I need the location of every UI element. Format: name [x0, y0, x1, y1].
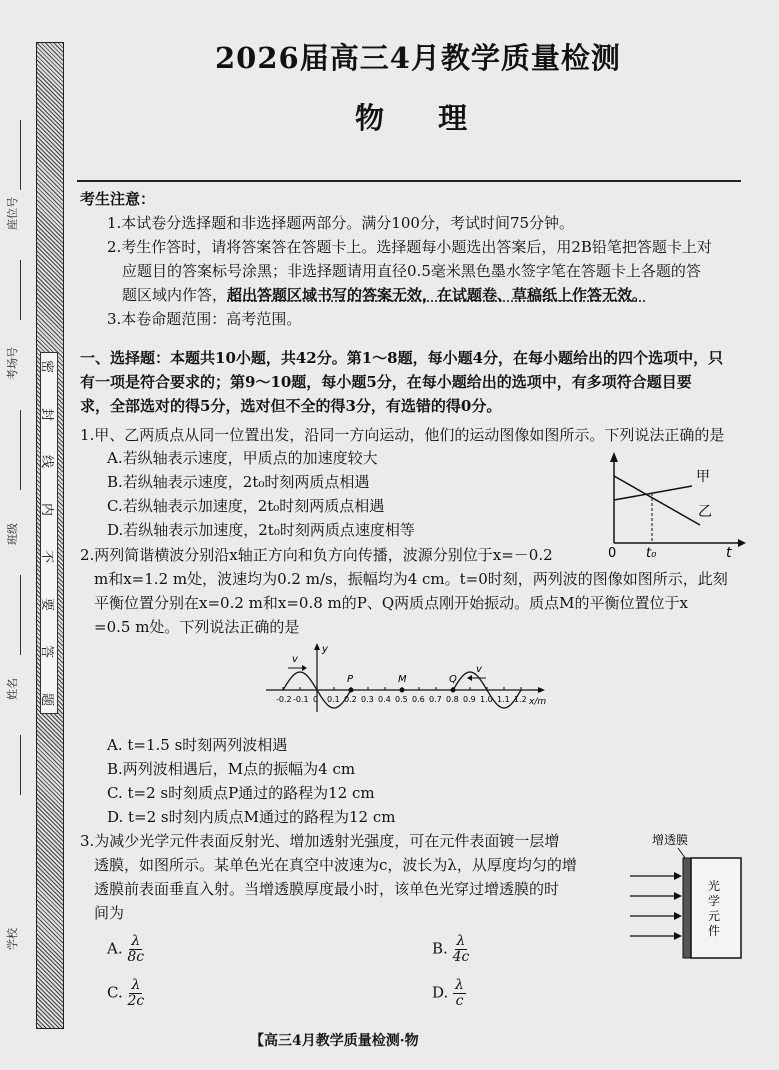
y-axis-label: y: [322, 644, 328, 655]
seal-char: 题: [39, 692, 55, 706]
q2-wave-graph: [258, 642, 558, 717]
label-t: t: [726, 545, 732, 561]
class-label: 班级: [6, 523, 19, 545]
seal-char: 答: [39, 645, 55, 659]
option-label: B.: [432, 939, 448, 958]
section-instructions: 求，全部选对的得5分，选对但不全的得3分，有选错的得0分。: [80, 397, 502, 415]
q1-option-a: A.若纵轴表示速度，甲质点的加速度较大: [107, 449, 378, 467]
seal-char: 封: [39, 407, 55, 421]
denominator: 4c: [452, 949, 470, 965]
x-tick-label: 0.6: [412, 695, 425, 704]
q3-option-b: [432, 934, 469, 965]
x-unit-label: x/m: [529, 697, 547, 707]
seal-char: 线: [39, 455, 55, 469]
x-tick-label: 1.1: [497, 695, 510, 704]
point-M: [400, 688, 405, 693]
numerator: λ: [456, 933, 466, 949]
q1-option-c: C.若纵轴表示加速度，2t₀时刻两质点相遇: [107, 497, 385, 515]
field-line: [20, 575, 21, 655]
q2-option-c: C. t=2 s时刻质点P通过的路程为12 cm: [107, 784, 375, 802]
x-tick-label: -0.1: [293, 695, 309, 704]
q1-option-d: D.若纵轴表示加速度，2t₀时刻两质点速度相等: [107, 521, 415, 539]
school-label: 学校: [6, 928, 19, 950]
q3-option-c: [107, 978, 144, 1009]
x-tick-label: -0.2: [276, 695, 292, 704]
fraction: [128, 978, 145, 1009]
label-origin: 0: [608, 546, 617, 561]
option-label: C.: [107, 983, 123, 1002]
label-P: P: [347, 674, 354, 685]
question-3-line: 3.为减少光学元件表面反射光、增加透射光强度，可在元件表面镀一层增: [80, 832, 560, 850]
seal-char: 要: [39, 597, 55, 611]
section-instructions: 有一项是符合要求的；第9～10题，每小题5分，在每小题给出的选项中，有多项符合题目要: [80, 373, 692, 391]
notice-item: 1.本试卷分选择题和非选择题两部分。满分100分，考试时间75分钟。: [107, 214, 575, 232]
label-Q: Q: [449, 674, 457, 685]
notice-item: 2.考生作答时，请将答案答在答题卡上。选择题每小题选出答案后，用2B铅笔把答题卡上对: [107, 238, 712, 256]
element-char: 光: [708, 879, 721, 893]
v-right-label: v: [476, 664, 482, 675]
question-2-line: 平衡位置分别在x=0.2 m和x=0.8 m的P、Q两质点刚开始振动。质点M的平衡位置位于x: [94, 594, 688, 612]
question-1-stem: 1.甲、乙两质点从同一位置出发，沿同一方向运动，他们的运动图像如图所示。下列说法正确的是: [80, 426, 725, 444]
notice-emphasis: 超出答题区域书写的答案无效，在试题卷、草稿纸上作答无效。: [227, 286, 648, 304]
label-M: M: [398, 674, 407, 685]
notice-text: 题区域内作答，: [122, 286, 228, 304]
q1-motion-graph: [598, 448, 748, 563]
divider: [77, 180, 741, 182]
label-jia: 甲: [696, 469, 710, 485]
exam-title: 2026届高三4月教学质量检测: [215, 41, 621, 75]
seal-char: 内: [39, 502, 55, 516]
page-footer: 【高三4月教学质量检测·物: [250, 1033, 419, 1049]
q2-option-b: B.两列波相遇后，M点的振幅为4 cm: [107, 760, 356, 778]
x-tick-label: 0.2: [344, 695, 357, 704]
fraction: [453, 978, 466, 1009]
line-jia: [614, 476, 700, 525]
question-2-line: m和x=1.2 m处，波速均为0.2 m/s，振幅均为4 cm。t=0时刻，两列波的图像如图所示，此刻: [94, 570, 728, 588]
label-yi: 乙: [698, 504, 712, 520]
v-left-label: v: [292, 654, 298, 665]
q3-option-d: [432, 978, 466, 1009]
option-label: A.: [107, 939, 123, 958]
notice-item: 应题目的答案标号涂黑；非选择题请用直径0.5毫米黑色墨水签字笔在答题卡上各题的答: [122, 262, 701, 280]
seal-char: 密: [39, 359, 55, 374]
x-tick-label: 0.5: [395, 695, 408, 704]
x-tick-label: 0.7: [429, 695, 442, 704]
q1-option-b: B.若纵轴表示速度，2t₀时刻两质点相遇: [107, 473, 370, 491]
x-tick-label: 0.3: [361, 695, 374, 704]
element-char: 学: [708, 894, 721, 908]
x-tick-label: 1.0: [480, 695, 493, 704]
question-3-line: 透膜前表面垂直入射。当增透膜厚度最小时，该单色光穿过增透膜的时: [94, 880, 560, 898]
subject-title: 物 理: [355, 101, 490, 135]
question-2-line: =0.5 m处。下列说法正确的是: [94, 618, 300, 636]
x-tick-label: 1.2: [514, 695, 527, 704]
q2-option-d: D. t=2 s时刻内质点M通过的路程为12 cm: [107, 808, 396, 826]
denominator: 2c: [127, 993, 145, 1009]
section-instructions: 一、选择题：本题共10小题，共42分。第1～8题，每小题4分，在每小题给出的四个选项中，只: [80, 349, 724, 367]
seal-char: 不: [39, 550, 55, 564]
q3-film-diagram: [628, 828, 748, 968]
q2-option-a: A. t=1.5 s时刻两列波相遇: [107, 736, 288, 754]
seal-box: [40, 352, 58, 714]
x-tick-label: 0.1: [327, 695, 340, 704]
label-t0: t₀: [646, 546, 657, 561]
x-tick-label: 0.4: [378, 695, 391, 704]
numerator: λ: [131, 977, 141, 993]
x-tick-label: 0.9: [463, 695, 476, 704]
element-char: 件: [708, 924, 721, 938]
notice-item: [122, 283, 647, 307]
option-label: D.: [432, 983, 449, 1002]
question-3-line: 透膜，如图所示。某单色光在真空中波速为c，波长为λ，从厚度均匀的增: [94, 856, 577, 874]
name-label: 姓名: [6, 678, 19, 700]
q3-option-a: [107, 934, 144, 965]
seat-label: 座位号: [6, 197, 19, 230]
element-char: 元: [708, 909, 721, 923]
x-tick-label: 0: [313, 695, 319, 704]
film-label: 增透膜: [652, 833, 689, 847]
field-line: [20, 735, 21, 795]
question-2-line: 2.两列简谐横波分别沿x轴正方向和负方向传播，波源分别位于x=－0.2: [80, 546, 553, 564]
field-line: [20, 410, 21, 490]
fraction: [127, 934, 144, 965]
notice-item: 3.本卷命题范围：高考范围。: [107, 310, 302, 328]
denominator: 8c: [127, 949, 145, 965]
room-label: 考场号: [6, 347, 19, 380]
field-line: [20, 260, 21, 320]
field-line: [20, 120, 21, 190]
numerator: λ: [455, 977, 464, 993]
notice-heading: 考生注意：: [80, 190, 156, 208]
fraction: [453, 934, 470, 965]
x-tick-label: 0.8: [446, 695, 459, 704]
denominator: c: [455, 993, 464, 1009]
numerator: λ: [131, 933, 141, 949]
question-3-line: 间为: [94, 904, 125, 922]
